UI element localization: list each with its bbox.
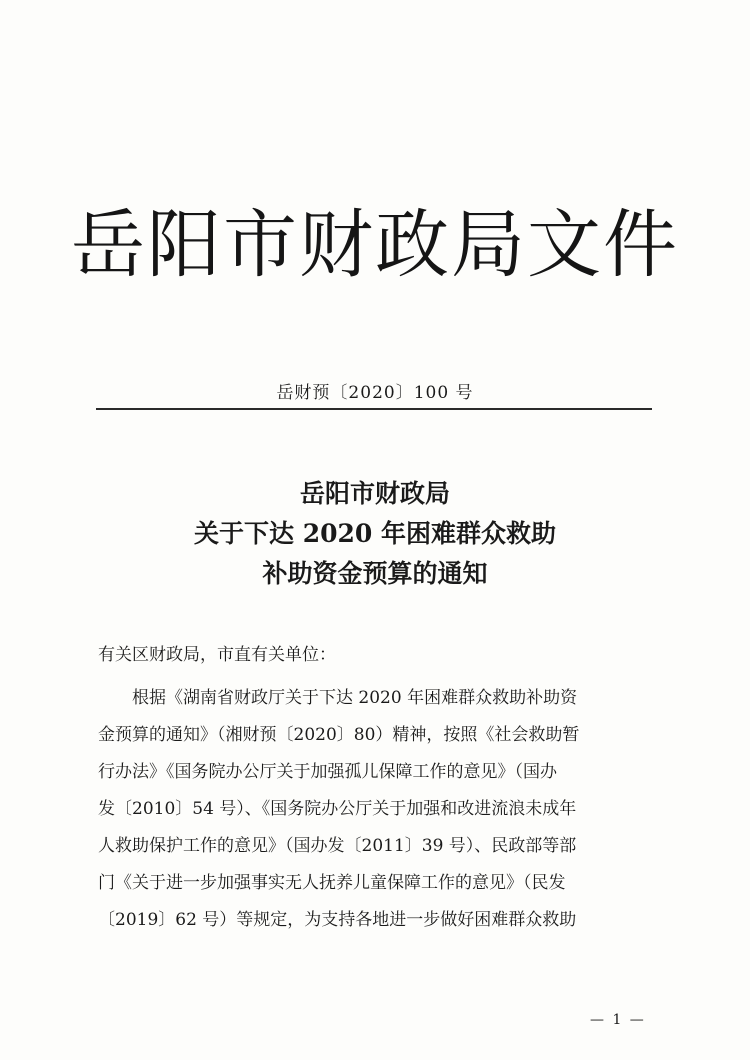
body-line: 金预算的通知》（湘财预〔2020〕80）精神，按照《社会救助暂: [98, 725, 580, 745]
body-line: 〔2019〕62 号）等规定，为支持各地进一步做好困难群众救助: [98, 910, 577, 930]
body-line: 发〔2010〕54 号）、《国务院办公厅关于加强和改进流浪未成年: [98, 799, 577, 819]
document-number: 岳财预〔2020〕100 号: [276, 383, 474, 403]
notice-title-line-1: 岳阳市财政局: [299, 479, 450, 508]
document-header-title: 岳阳市财政局文件: [71, 202, 679, 288]
notice-title-line-2: 关于下达 2020 年困难群众救助: [194, 519, 556, 548]
body-paragraph: [98, 680, 653, 939]
header-divider: [96, 408, 652, 410]
body-line: 人救助保护工作的意见》（国办发〔2011〕39 号）、民政部等部: [98, 836, 577, 856]
notice-title-line-3: 补助资金预算的通知: [262, 559, 488, 588]
body-line: 门《关于进一步加强事实无人抚养儿童保障工作的意见》（民发: [98, 873, 566, 893]
body-line: 行办法》《国务院办公厅关于加强孤儿保障工作的意见》（国办: [98, 762, 557, 782]
notice-title: [0, 474, 750, 594]
page-number: — 1 —: [590, 1012, 646, 1028]
body-line: 根据《湖南省财政厅关于下达 2020 年困难群众救助补助资: [98, 688, 578, 708]
salutation: 有关区财政局，市直有关单位：: [98, 645, 336, 665]
